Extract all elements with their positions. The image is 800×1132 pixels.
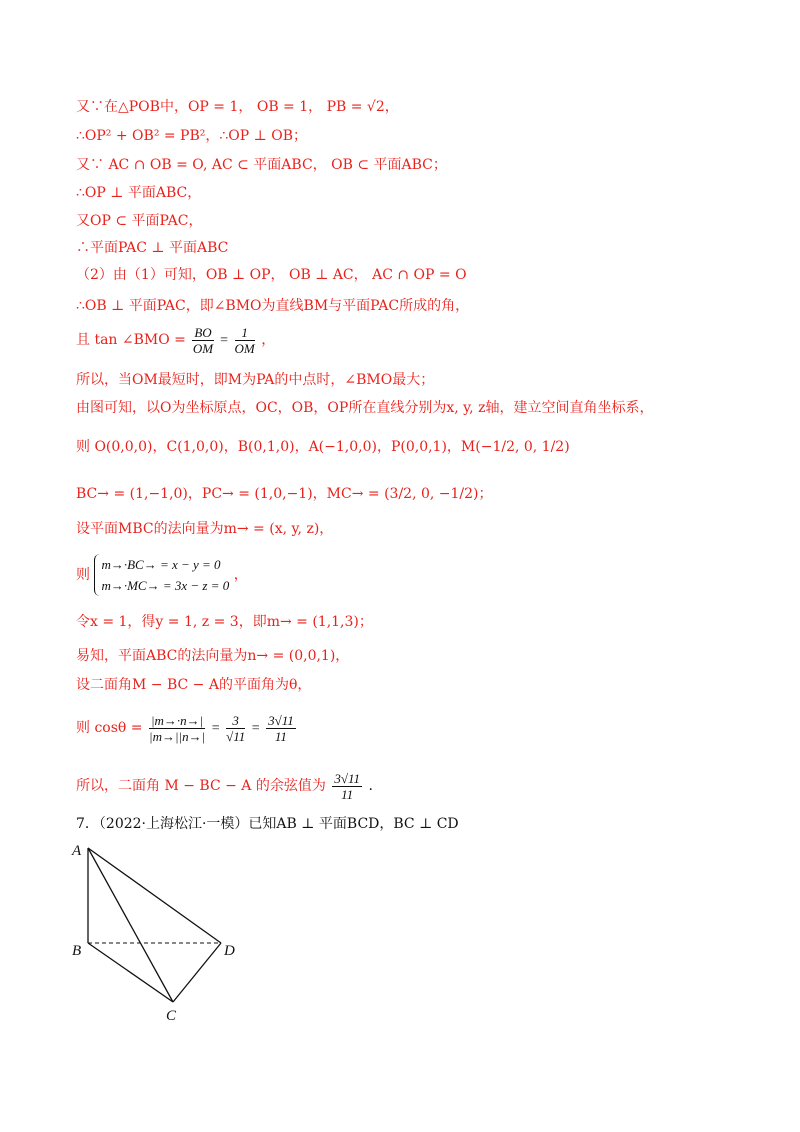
conclusion-text: 所以，二面角 M − BC − A 的余弦值为 — [76, 778, 326, 794]
solution-line-1: 又∵在△POB中，OP = 1， OB = 1， PB = √2， — [76, 99, 399, 115]
equals-sign: = — [251, 721, 260, 736]
solution-line-7: （2）由（1）可知，OB ⊥ OP， OB ⊥ AC， AC ∩ OP = O — [76, 267, 467, 283]
line-end-punct: ， — [233, 567, 248, 583]
vertex-label-d: D — [224, 943, 235, 959]
edge-bc — [88, 943, 173, 1002]
fraction-numerator: 3√11 — [334, 770, 360, 786]
fraction-denominator: 11 — [341, 786, 354, 802]
solution-line-11: 由图可知，以O为坐标原点，OC，OB，OP所在直线分别为x, y, z轴，建立空间直角坐标系， — [76, 400, 654, 416]
tetrahedron-figure — [66, 836, 266, 1026]
fraction-dot-over-norms — [149, 713, 205, 744]
solution-line-10: 所以，当OM最短时，即M为PA的中点时，∠BMO最大； — [76, 372, 435, 388]
edge-ad — [88, 848, 221, 943]
solution-line-2: ∴OP² + OB² = PB²，∴OP ⊥ OB； — [76, 128, 308, 144]
fraction-denominator: OM — [234, 340, 255, 356]
tan-prefix: 且 tan ∠BMO = — [76, 332, 186, 348]
fraction-numerator: |m→·n→| — [150, 712, 204, 728]
solution-line-16: 令x = 1，得y = 1, z = 3，即m→ = (1,1,3)； — [76, 614, 373, 630]
edge-cd — [173, 943, 221, 1002]
equation-1: m→·BC→ = x − y = 0 — [101, 557, 221, 572]
then-prefix: 则 — [76, 567, 90, 583]
solution-line-5: 又OP ⊂ 平面PAC， — [76, 213, 203, 229]
equals-sign: = — [211, 721, 220, 736]
solution-line-15 — [76, 553, 248, 597]
question-7-stem: 7．（2022·上海松江·一模）已知AB ⊥ 平面BCD，BC ⊥ CD — [76, 816, 459, 832]
fraction-denominator: √11 — [226, 728, 246, 744]
solution-line-6: ∴平面PAC ⊥ 平面ABC — [76, 240, 229, 256]
solution-line-18: 设二面角M − BC − A的平面角为θ， — [76, 677, 312, 693]
solution-line-20 — [76, 768, 373, 804]
fraction-denominator: 11 — [274, 728, 287, 744]
line-end-punct: . — [368, 778, 373, 794]
solution-line-3: 又∵ AC ∩ OB = O, AC ⊂ 平面ABC， OB ⊂ 平面ABC； — [76, 157, 447, 173]
solution-line-9 — [76, 322, 275, 359]
vertex-label-c: C — [166, 1008, 177, 1024]
vertex-label-b: B — [72, 943, 82, 959]
fraction-1-om — [235, 325, 255, 356]
solution-line-12: 则 O(0,0,0)，C(1,0,0)，B(0,1,0)，A(−1,0,0)，P(0,0,1)，M(−1/2, 0, 1/2) — [76, 439, 570, 455]
fraction-numerator: 1 — [235, 325, 255, 341]
solution-line-4: ∴OP ⊥ 平面ABC， — [76, 185, 202, 201]
solution-line-17: 易知，平面ABC的法向量为n→ = (0,0,1)， — [76, 648, 350, 664]
fraction-3-sqrt11 — [226, 713, 245, 744]
fraction-numerator: BO — [194, 324, 212, 340]
line-end-punct: ， — [261, 332, 276, 348]
equals-sign: = — [220, 333, 229, 348]
solution-line-8: ∴OB ⊥ 平面PAC，即∠BMO为直线BM与平面PAC所成的角， — [76, 298, 470, 314]
solution-line-13: BC→ = (1,−1,0)，PC→ = (1,0,−1)，MC→ = (3/2, 0, −1/2)； — [76, 486, 493, 502]
fraction-numerator: 3 — [226, 713, 245, 729]
solution-line-19 — [76, 708, 298, 749]
fraction-bo-om — [192, 325, 213, 356]
fraction-denominator: OM — [192, 340, 214, 356]
equation-system — [94, 554, 229, 596]
equation-2: m→·MC→ = 3x − z = 0 — [101, 578, 230, 593]
fraction-denominator: |m→||n→| — [149, 728, 206, 744]
solution-line-14: 设平面MBC的法向量为m→ = (x, y, z)， — [76, 521, 334, 537]
vertex-label-a: A — [72, 843, 82, 859]
edge-ac — [88, 848, 173, 1002]
cos-prefix: 则 cosθ = — [76, 720, 143, 736]
fraction-3sqrt11-11 — [266, 713, 296, 744]
fraction-answer — [332, 771, 362, 802]
fraction-numerator: 3√11 — [268, 712, 294, 728]
